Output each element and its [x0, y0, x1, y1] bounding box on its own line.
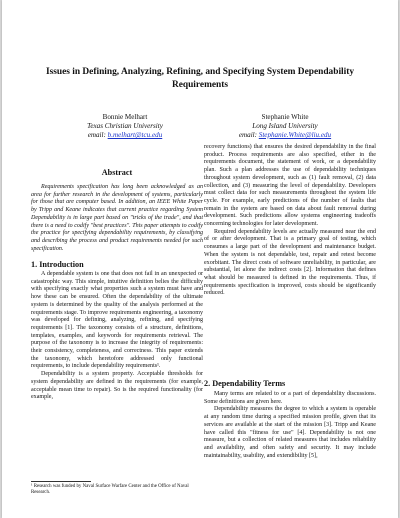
dep-paragraph: Many terms are related to or a part of dependability discussions. Some definitions are given here.: [204, 391, 376, 405]
introduction-body: [31, 271, 203, 402]
paper-title: Issues in Defining, Analyzing, Refining, and Specifying System Dependability Requirements: [45, 67, 355, 90]
author-name: Stephanie White: [261, 113, 309, 121]
intro-paragraph: Dependability is a system property. Acceptable thresholds for system dependability are defined in the requirements (for example, acceptable mean time to repair). So is the required functionality (for example,: [31, 371, 203, 401]
author-email-link[interactable]: Stephanie.White@liu.edu: [258, 131, 332, 139]
body-paragraph: recovery functions) that ensures the desired dependability in the final product. Process requirements are also specified, either in the requirements document, the statement of work, or a dependability plan. Such a plan addresses the use of dependability techniques throughout system development, such as (1) fault removal, (2) data collection, and (3) measuring the level of dependability. Developers must collect data for such measurements throughout the system life cycle. For example, early predictions of the number of faults that remain in the system are based on data about fault removal during development. Such predictions allow systems engineering tradeoffs concerning technologies for later development.: [204, 144, 376, 228]
author-email-line: [210, 131, 360, 140]
email-label: email:: [238, 131, 257, 139]
abstract-paragraph: Requirements specification has long been acknowledged as an area for further research in the development of systems, particularly for those that are computer based. In addition, an IEEE White Paper by Tripp and Keane indicates that current practice regarding System Dependability is in large part based on "tricks of the trade", and that there is a need to codify "best practices". This paper attempts to codify the practice for specifying dependability requirements, by classifying and describing the process and product requirements needed for such specification.: [31, 184, 203, 252]
author-block-2: [210, 113, 360, 140]
dependability-terms-heading: 2. Dependability Terms: [204, 379, 286, 388]
author-affiliation: Texas Christian University: [87, 122, 163, 130]
intro-paragraph: A dependable system is one that does not fail in an unexpected or catastrophic way. This simple, intuitive definition belies the difficulty with specifying exactly what properties such a system must have and how these can be ensured. Often the dependability of the ultimate system is determined by the quality of the analysis performed at the requirements stage. To improve requirements engineering, a taxonomy was developed for defining, analyzing, refining, and specifying requirements [1]. The taxonomy consists of a structure, definitions, templates, examples, and keywords for requirements retrieval. The purpose of the taxonomy is to increase the integrity of requirements: their consistency, completeness, and correctness. This paper extends the taxonomy, which heretofore addressed only functional requirements, to include dependability requirements¹.: [31, 271, 203, 370]
author-affiliation: Long Island University: [252, 122, 318, 130]
footnote-divider: [31, 481, 91, 482]
introduction-heading: 1. Introduction: [31, 260, 84, 269]
author-block-1: [50, 113, 200, 140]
dependability-terms-body: [204, 391, 376, 460]
right-column-body: [204, 144, 376, 298]
paper-page: [2, 0, 398, 518]
dep-paragraph: Dependability measures the degree to which a system is operable at any random time during a specified mission profile, given that its services are available at the start of the mission [3]. Tripp and Keane have called this "fitness for use" [4]. Dependability is not one measure, but a collection of related measures that includes reliability and availability, and often safety and security. It may include maintainability, usability, and extendibility [5],: [204, 406, 376, 459]
abstract-text: [31, 184, 203, 253]
author-name: Bonnie Melhart: [102, 113, 148, 121]
author-email-link[interactable]: b.melhart@tcu.edu: [107, 131, 163, 139]
author-email-line: [50, 131, 200, 140]
body-paragraph: Required dependability levels are actually measured near the end of or after development. That is a primary goal of testing, which consumes a large part of the development and maintenance budget. When the system is not dependable, test, repair and retest become exorbitant. The direct costs of software unreliability, in particular, are substantial, let alone the indirect costs [2]. Information that defines what should be measured is defined in the requirements. Thus, if requirements specification is improved, costs should be significantly reduced.: [204, 228, 376, 297]
footnote: ¹ Research was funded by Naval Surface Warfare Center and the Office of Naval Research.: [31, 484, 189, 496]
email-label: email:: [87, 131, 106, 139]
abstract-heading: Abstract: [101, 168, 133, 177]
